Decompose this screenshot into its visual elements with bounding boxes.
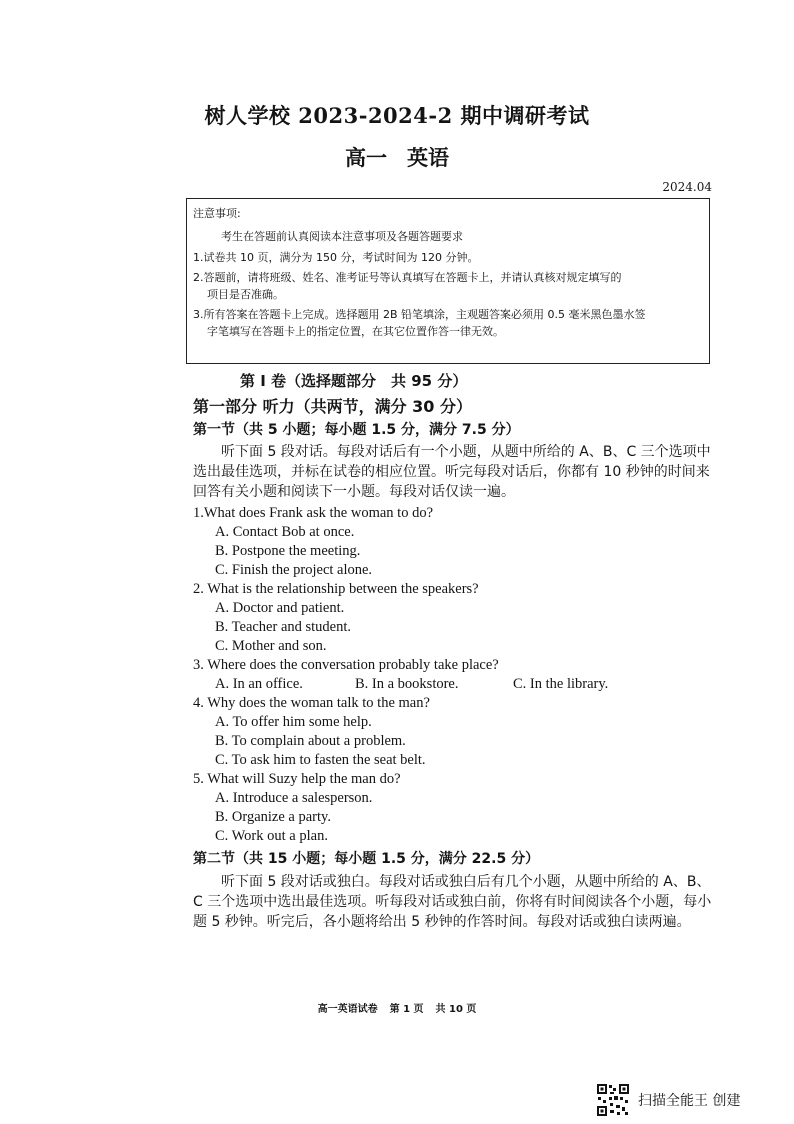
option-2b: B. Teacher and student. — [215, 619, 352, 635]
watermark-text: 扫描全能王 创建 — [638, 1093, 741, 1109]
scanner-watermark — [596, 1082, 740, 1118]
option-4a: A. To offer him some help. — [215, 714, 372, 730]
question-2: 2. What is the relationship between the speakers? — [193, 581, 479, 597]
section-1-heading: 第一节（共 5 小题；每小题 1.5 分，满分 7.5 分） — [193, 422, 520, 438]
section-1-instruction: 听下面 5 段对话。每段对话后有一个小题，从题中所给的 A、B、C 三个选项中选出最佳选项，并标在试卷的相应位置。听完每段对话后，你都有 10 秒钟的时间来回答有关小题和阅读下一小题。每段对话仅读一遍。 — [193, 444, 711, 500]
notice-intro: 考生在答题前认真阅读本注意事项及各题答题要求 — [221, 230, 463, 244]
question-list — [193, 504, 733, 846]
option-4c: C. To ask him to fasten the seat belt. — [215, 752, 426, 768]
exam-title: 树人学校 2023-2024-2 期中调研考试 — [204, 103, 590, 128]
exam-date: 2024.04 — [662, 180, 712, 194]
question-1: 1.What does Frank ask the woman to do? — [193, 505, 434, 521]
notice-item-3: 3.所有答案在答题卡上完成。选择题用 2B 铅笔填涂，主观题答案必须用 0.5 毫米黑色墨水签 — [193, 308, 646, 322]
option-5c: C. Work out a plan. — [215, 828, 328, 844]
notice-item-2: 2.答题前，请将班级、姓名、准考证号等认真填写在答题卡上，并请认真核对规定填写的 — [193, 271, 622, 285]
option-1a: A. Contact Bob at once. — [215, 524, 355, 540]
question-5: 5. What will Suzy help the man do? — [193, 771, 401, 787]
notice-item-2-cont: 项目是否准确。 — [207, 288, 284, 302]
notice-heading: 注意事项: — [193, 207, 241, 220]
option-1b: B. Postpone the meeting. — [215, 543, 361, 559]
notice-box — [186, 198, 710, 364]
notice-item-1: 1.试卷共 10 页，满分为 150 分，考试时间为 120 分钟。 — [193, 251, 479, 265]
footer-paper: 高一英语试卷 — [317, 1004, 378, 1015]
option-4b: B. To complain about a problem. — [215, 733, 406, 749]
volume-heading: 第 I 卷（选择题部分 共 95 分） — [240, 372, 468, 390]
options-3 — [193, 675, 733, 694]
section-2-heading: 第二节（共 15 小题；每小题 1.5 分，满分 22.5 分） — [193, 851, 540, 867]
option-5b: B. Organize a party. — [215, 809, 331, 825]
qr-code-icon — [596, 1083, 630, 1117]
question-4: 4. Why does the woman talk to the man? — [193, 695, 430, 711]
subject-label: 英语 — [407, 145, 449, 170]
option-1c: C. Finish the project alone. — [215, 562, 373, 578]
page-footer — [0, 1000, 794, 1015]
footer-total: 共 10 页 — [435, 1004, 477, 1015]
notice-item-3-cont: 字笔填写在答题卡上的指定位置，在其它位置作答一律无效。 — [207, 325, 504, 339]
option-2c: C. Mother and son. — [215, 638, 327, 654]
exam-subtitle — [0, 142, 794, 172]
option-3a: A. In an office. — [215, 676, 303, 692]
grade-label: 高一 — [345, 145, 387, 170]
option-3c: C. In the library. — [513, 676, 609, 692]
option-5a: A. Introduce a salesperson. — [215, 790, 373, 806]
question-3: 3. Where does the conversation probably take place? — [193, 657, 499, 673]
option-3b: B. In a bookstore. — [355, 676, 459, 692]
section-2-instruction: 听下面 5 段对话或独白。每段对话或独白后有几个小题，从题中所给的 A、B、C 三个选项中选出最佳选项。听每段对话或独白前，你将有时间阅读各个小题，每小题 5 秒钟。听完后，各小题将给出 5 秒钟的作答时间。每段对话或独白读两遍。 — [193, 874, 712, 930]
part-heading: 第一部分 听力（共两节，满分 30 分） — [193, 397, 472, 416]
footer-page: 第 1 页 — [389, 1004, 424, 1015]
option-2a: A. Doctor and patient. — [215, 600, 345, 616]
